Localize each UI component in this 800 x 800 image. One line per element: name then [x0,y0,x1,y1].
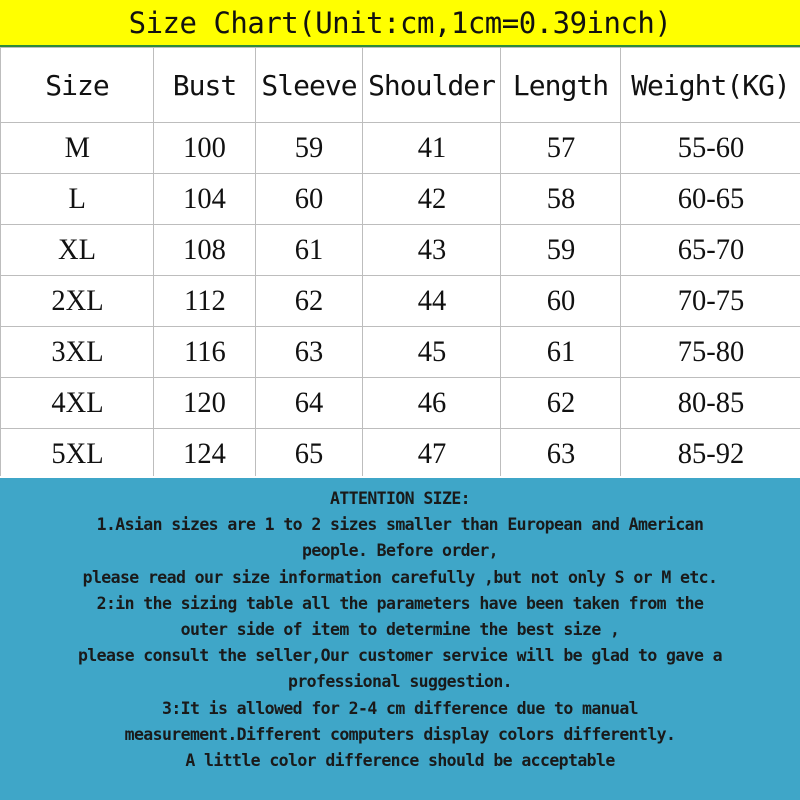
notes-line: 2:in the sizing table all the parameters have been taken from the [96,593,704,613]
notes-line: 1.Asian sizes are 1 to 2 sizes smaller than European and American [96,515,704,535]
header-weight: Weight(KG) [621,48,800,123]
notes-line: please consult the seller,Our customer service will be glad to gave a [77,646,723,666]
cell-value: 59 [294,131,324,164]
cell-size [1,327,154,378]
cell-size [1,123,154,174]
cell-sleeve [256,378,363,429]
table-header-row [1,48,800,123]
cell-bust [154,378,256,429]
size-table [0,47,800,480]
cell-value: 63 [294,335,324,368]
cell-value: 108 [183,233,226,266]
cell-value: 75-80 [677,335,744,368]
cell-bust [154,429,256,480]
cell-sleeve [256,276,363,327]
cell-value: 120 [183,386,226,419]
cell-size [1,174,154,225]
cell-weight [621,378,800,429]
cell-value: 47 [417,437,446,470]
cell-value: 124 [183,437,226,470]
cell-weight [621,174,800,225]
cell-value: 62 [546,386,575,419]
notes-line: people. Before order, [301,541,498,561]
cell-weight [621,327,800,378]
cell-value: 57 [546,131,575,164]
cell-length [501,276,621,327]
cell-sleeve [256,174,363,225]
cell-value: 85-92 [677,437,744,470]
header-size: Size [1,48,154,123]
cell-value: 60 [294,182,324,215]
table-row [1,378,800,429]
notes-line: professional suggestion. [287,672,512,692]
cell-value: 42 [417,182,446,215]
cell-value: 45 [417,335,446,368]
cell-size [1,429,154,480]
cell-length [501,429,621,480]
notes-line: outer side of item to determine the best size , [180,620,620,640]
cell-bust [154,276,256,327]
cell-sleeve [256,429,363,480]
header-bust: Bust [154,48,256,123]
cell-value: 61 [294,233,324,266]
cell-length [501,327,621,378]
cell-value: 5XL [50,437,104,470]
notes-line: measurement.Different computers display colors differently. [124,724,676,744]
cell-value: 64 [294,386,324,419]
cell-value: 80-85 [677,386,744,419]
cell-value: 65 [294,437,324,470]
notes-line: 3:It is allowed for 2-4 cm difference due to manual [161,698,639,718]
cell-value: L [68,182,86,215]
cell-length [501,225,621,276]
cell-bust [154,123,256,174]
cell-shoulder [363,225,501,276]
cell-weight [621,276,800,327]
notes-heading: ATTENTION SIZE: [329,489,470,508]
cell-value: 44 [417,284,446,317]
cell-length [501,123,621,174]
cell-weight [621,429,800,480]
cell-size [1,225,154,276]
cell-shoulder [363,123,501,174]
cell-bust [154,174,256,225]
table-body [1,123,800,480]
table-row [1,429,800,480]
cell-value: 100 [183,131,226,164]
cell-value: 70-75 [677,284,744,317]
table-row [1,276,800,327]
header-sleeve: Sleeve [256,48,363,123]
cell-value: 59 [546,233,575,266]
cell-sleeve [256,327,363,378]
cell-value: 58 [546,182,575,215]
cell-value: 62 [294,284,324,317]
notes-line: please read our size information carefully ,but not only S or M etc. [82,567,718,587]
cell-size [1,276,154,327]
header-length: Length [501,48,621,123]
cell-value: 60-65 [677,182,744,215]
cell-length [501,378,621,429]
cell-value: 43 [417,233,446,266]
header-shoulder: Shoulder [363,48,501,123]
attention-notes [0,476,800,800]
cell-shoulder [363,276,501,327]
table-row [1,123,800,174]
cell-value: M [64,131,90,164]
cell-sleeve [256,225,363,276]
table-row [1,174,800,225]
cell-bust [154,225,256,276]
cell-value: 61 [546,335,575,368]
chart-title: Size Chart(Unit:cm,1cm=0.39inch) [0,0,800,47]
cell-weight [621,225,800,276]
cell-value: 55-60 [677,131,744,164]
cell-value: 104 [183,182,226,215]
cell-shoulder [363,429,501,480]
cell-value: 2XL [50,284,104,317]
table-row [1,327,800,378]
cell-shoulder [363,378,501,429]
notes-line: A little color difference should be acceptable [185,751,615,771]
cell-size [1,378,154,429]
cell-value: 60 [546,284,575,317]
cell-length [501,174,621,225]
cell-bust [154,327,256,378]
cell-shoulder [363,174,501,225]
cell-value: 65-70 [677,233,744,266]
cell-value: 41 [417,131,446,164]
cell-weight [621,123,800,174]
cell-sleeve [256,123,363,174]
cell-value: 4XL [50,386,104,419]
cell-value: 116 [183,335,226,368]
cell-value: XL [58,233,96,266]
cell-value: 112 [183,284,226,317]
cell-value: 63 [546,437,575,470]
cell-shoulder [363,327,501,378]
cell-value: 46 [417,386,446,419]
table-row [1,225,800,276]
cell-value: 3XL [50,335,104,368]
